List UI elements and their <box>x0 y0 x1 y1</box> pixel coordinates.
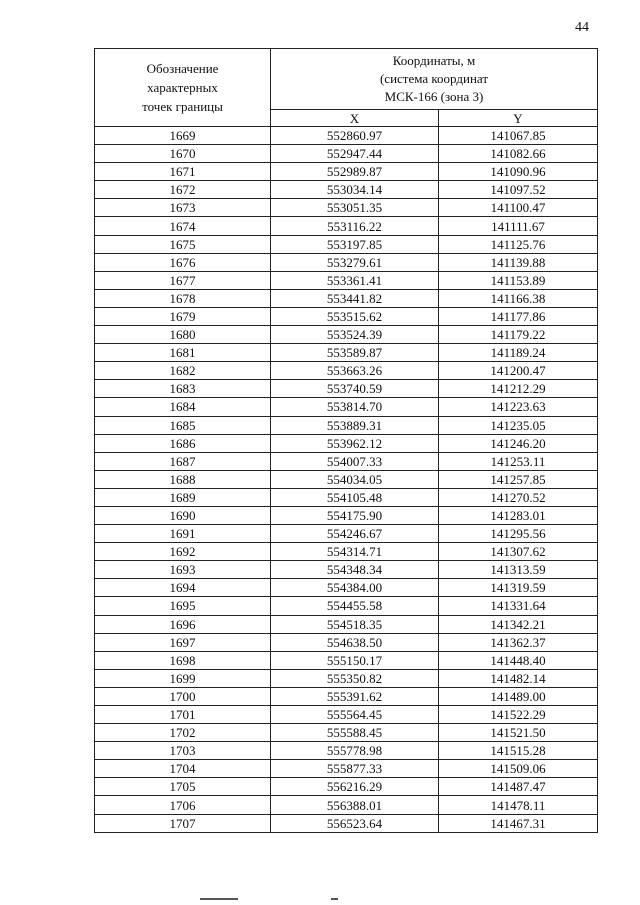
point-id-cell: 1687 <box>95 452 271 470</box>
point-id-cell: 1684 <box>95 398 271 416</box>
point-id-cell: 1704 <box>95 760 271 778</box>
y-coordinate-cell: 141179.22 <box>439 326 598 344</box>
y-coordinate-cell: 141166.38 <box>439 289 598 307</box>
y-coordinate-cell: 141223.63 <box>439 398 598 416</box>
table-row <box>95 760 598 778</box>
coordinates-header <box>271 49 598 110</box>
point-id-cell: 1691 <box>95 525 271 543</box>
y-coordinate-cell: 141153.89 <box>439 271 598 289</box>
x-coordinate-cell: 554384.00 <box>271 579 439 597</box>
point-id-cell: 1671 <box>95 163 271 181</box>
point-header-line: точек границы <box>142 99 223 114</box>
table-row <box>95 344 598 362</box>
x-coordinate-cell: 553524.39 <box>271 326 439 344</box>
table-body <box>95 127 598 833</box>
table-row <box>95 199 598 217</box>
table-row <box>95 615 598 633</box>
point-id-cell: 1674 <box>95 217 271 235</box>
table-row <box>95 742 598 760</box>
x-coordinate-cell: 556216.29 <box>271 778 439 796</box>
y-coordinate-cell: 141362.37 <box>439 633 598 651</box>
page-number: 44 <box>575 20 589 35</box>
point-id-cell: 1694 <box>95 579 271 597</box>
y-coordinate-cell: 141313.59 <box>439 561 598 579</box>
x-coordinate-cell: 555350.82 <box>271 669 439 687</box>
point-id-cell: 1678 <box>95 289 271 307</box>
point-id-cell: 1670 <box>95 145 271 163</box>
y-coordinate-cell: 141522.29 <box>439 706 598 724</box>
point-id-cell: 1689 <box>95 488 271 506</box>
y-coordinate-cell: 141467.31 <box>439 814 598 832</box>
y-coordinate-cell: 141257.85 <box>439 470 598 488</box>
x-coordinate-cell: 553051.35 <box>271 199 439 217</box>
coordinates-table <box>94 48 598 833</box>
y-coordinate-cell: 141487.47 <box>439 778 598 796</box>
x-column-header: X <box>271 110 439 127</box>
y-coordinate-cell: 141111.67 <box>439 217 598 235</box>
x-coordinate-cell: 553441.82 <box>271 289 439 307</box>
table-row <box>95 163 598 181</box>
table-row <box>95 127 598 145</box>
point-id-cell: 1692 <box>95 543 271 561</box>
table-row <box>95 326 598 344</box>
y-coordinate-cell: 141235.05 <box>439 416 598 434</box>
table-row <box>95 633 598 651</box>
y-coordinate-cell: 141139.88 <box>439 253 598 271</box>
x-coordinate-cell: 553116.22 <box>271 217 439 235</box>
y-coordinate-cell: 141189.24 <box>439 344 598 362</box>
y-coordinate-cell: 141246.20 <box>439 434 598 452</box>
x-coordinate-cell: 555877.33 <box>271 760 439 778</box>
table-row <box>95 362 598 380</box>
x-coordinate-cell: 554518.35 <box>271 615 439 633</box>
table-row <box>95 651 598 669</box>
table-row <box>95 814 598 832</box>
point-id-cell: 1681 <box>95 344 271 362</box>
table-header <box>95 49 598 127</box>
point-id-cell: 1669 <box>95 127 271 145</box>
x-coordinate-cell: 553279.61 <box>271 253 439 271</box>
x-coordinate-cell: 553663.26 <box>271 362 439 380</box>
y-coordinate-cell: 141125.76 <box>439 235 598 253</box>
point-id-cell: 1690 <box>95 506 271 524</box>
y-coordinate-cell: 141307.62 <box>439 543 598 561</box>
table-row <box>95 525 598 543</box>
x-coordinate-cell: 554007.33 <box>271 452 439 470</box>
point-id-cell: 1686 <box>95 434 271 452</box>
point-id-cell: 1699 <box>95 669 271 687</box>
x-coordinate-cell: 554455.58 <box>271 597 439 615</box>
footer-mark <box>200 898 238 900</box>
x-coordinate-cell: 552860.97 <box>271 127 439 145</box>
x-coordinate-cell: 555588.45 <box>271 724 439 742</box>
point-id-cell: 1707 <box>95 814 271 832</box>
table-row <box>95 796 598 814</box>
y-coordinate-cell: 141067.85 <box>439 127 598 145</box>
table-row <box>95 488 598 506</box>
point-id-cell: 1703 <box>95 742 271 760</box>
x-coordinate-cell: 552989.87 <box>271 163 439 181</box>
x-coordinate-cell: 556523.64 <box>271 814 439 832</box>
point-id-cell: 1701 <box>95 706 271 724</box>
x-coordinate-cell: 554105.48 <box>271 488 439 506</box>
table-row <box>95 452 598 470</box>
x-coordinate-cell: 553034.14 <box>271 181 439 199</box>
y-coordinate-cell: 141482.14 <box>439 669 598 687</box>
y-column-header: Y <box>439 110 598 127</box>
y-coordinate-cell: 141295.56 <box>439 525 598 543</box>
point-id-cell: 1706 <box>95 796 271 814</box>
table-row <box>95 235 598 253</box>
table-row <box>95 470 598 488</box>
y-coordinate-cell: 141090.96 <box>439 163 598 181</box>
x-coordinate-cell: 553361.41 <box>271 271 439 289</box>
y-coordinate-cell: 141509.06 <box>439 760 598 778</box>
table-row <box>95 669 598 687</box>
y-coordinate-cell: 141448.40 <box>439 651 598 669</box>
table-row <box>95 380 598 398</box>
point-id-cell: 1675 <box>95 235 271 253</box>
y-coordinate-cell: 141283.01 <box>439 506 598 524</box>
x-coordinate-cell: 553814.70 <box>271 398 439 416</box>
table-row <box>95 416 598 434</box>
point-id-cell: 1688 <box>95 470 271 488</box>
y-coordinate-cell: 141319.59 <box>439 579 598 597</box>
point-id-cell: 1698 <box>95 651 271 669</box>
x-coordinate-cell: 554246.67 <box>271 525 439 543</box>
x-coordinate-cell: 553589.87 <box>271 344 439 362</box>
x-coordinate-cell: 553515.62 <box>271 307 439 325</box>
table-row <box>95 398 598 416</box>
point-id-cell: 1680 <box>95 326 271 344</box>
y-coordinate-cell: 141489.00 <box>439 687 598 705</box>
table-row <box>95 181 598 199</box>
table-row <box>95 217 598 235</box>
y-coordinate-cell: 141342.21 <box>439 615 598 633</box>
y-coordinate-cell: 141082.66 <box>439 145 598 163</box>
y-coordinate-cell: 141200.47 <box>439 362 598 380</box>
x-coordinate-cell: 556388.01 <box>271 796 439 814</box>
y-coordinate-cell: 141097.52 <box>439 181 598 199</box>
x-coordinate-cell: 554175.90 <box>271 506 439 524</box>
point-id-cell: 1673 <box>95 199 271 217</box>
table-row <box>95 778 598 796</box>
x-coordinate-cell: 555778.98 <box>271 742 439 760</box>
y-coordinate-cell: 141177.86 <box>439 307 598 325</box>
table-row <box>95 724 598 742</box>
point-header-line: Обозначение <box>146 61 219 76</box>
x-coordinate-cell: 555150.17 <box>271 651 439 669</box>
point-id-cell: 1679 <box>95 307 271 325</box>
point-id-cell: 1696 <box>95 615 271 633</box>
y-coordinate-cell: 141478.11 <box>439 796 598 814</box>
x-coordinate-cell: 553889.31 <box>271 416 439 434</box>
point-id-cell: 1693 <box>95 561 271 579</box>
table-row <box>95 687 598 705</box>
point-id-cell: 1697 <box>95 633 271 651</box>
footer-mark <box>331 898 338 900</box>
x-coordinate-cell: 553740.59 <box>271 380 439 398</box>
y-coordinate-cell: 141270.52 <box>439 488 598 506</box>
x-coordinate-cell: 554314.71 <box>271 543 439 561</box>
table-row <box>95 579 598 597</box>
table-row <box>95 561 598 579</box>
y-coordinate-cell: 141100.47 <box>439 199 598 217</box>
y-coordinate-cell: 141521.50 <box>439 724 598 742</box>
coords-header-line: Координаты, м <box>392 53 476 68</box>
y-coordinate-cell: 141515.28 <box>439 742 598 760</box>
point-id-cell: 1682 <box>95 362 271 380</box>
x-coordinate-cell: 555564.45 <box>271 706 439 724</box>
point-id-cell: 1702 <box>95 724 271 742</box>
x-coordinate-cell: 554638.50 <box>271 633 439 651</box>
x-coordinate-cell: 552947.44 <box>271 145 439 163</box>
table-row <box>95 145 598 163</box>
point-designation-header <box>95 49 271 127</box>
x-coordinate-cell: 555391.62 <box>271 687 439 705</box>
point-id-cell: 1685 <box>95 416 271 434</box>
table-row <box>95 506 598 524</box>
table-row <box>95 434 598 452</box>
table-row <box>95 253 598 271</box>
coords-header-line: МСК-166 (зона 3) <box>384 89 484 104</box>
y-coordinate-cell: 141253.11 <box>439 452 598 470</box>
x-coordinate-cell: 554348.34 <box>271 561 439 579</box>
point-header-line: характерных <box>147 80 218 95</box>
x-coordinate-cell: 554034.05 <box>271 470 439 488</box>
y-coordinate-cell: 141212.29 <box>439 380 598 398</box>
coords-header-line: (система координат <box>379 71 489 86</box>
point-id-cell: 1676 <box>95 253 271 271</box>
point-id-cell: 1695 <box>95 597 271 615</box>
x-coordinate-cell: 553962.12 <box>271 434 439 452</box>
table-row <box>95 543 598 561</box>
table-row <box>95 289 598 307</box>
point-id-cell: 1672 <box>95 181 271 199</box>
table-row <box>95 271 598 289</box>
point-id-cell: 1705 <box>95 778 271 796</box>
table-row <box>95 597 598 615</box>
point-id-cell: 1683 <box>95 380 271 398</box>
table-row <box>95 706 598 724</box>
table-row <box>95 307 598 325</box>
point-id-cell: 1677 <box>95 271 271 289</box>
point-id-cell: 1700 <box>95 687 271 705</box>
x-coordinate-cell: 553197.85 <box>271 235 439 253</box>
y-coordinate-cell: 141331.64 <box>439 597 598 615</box>
